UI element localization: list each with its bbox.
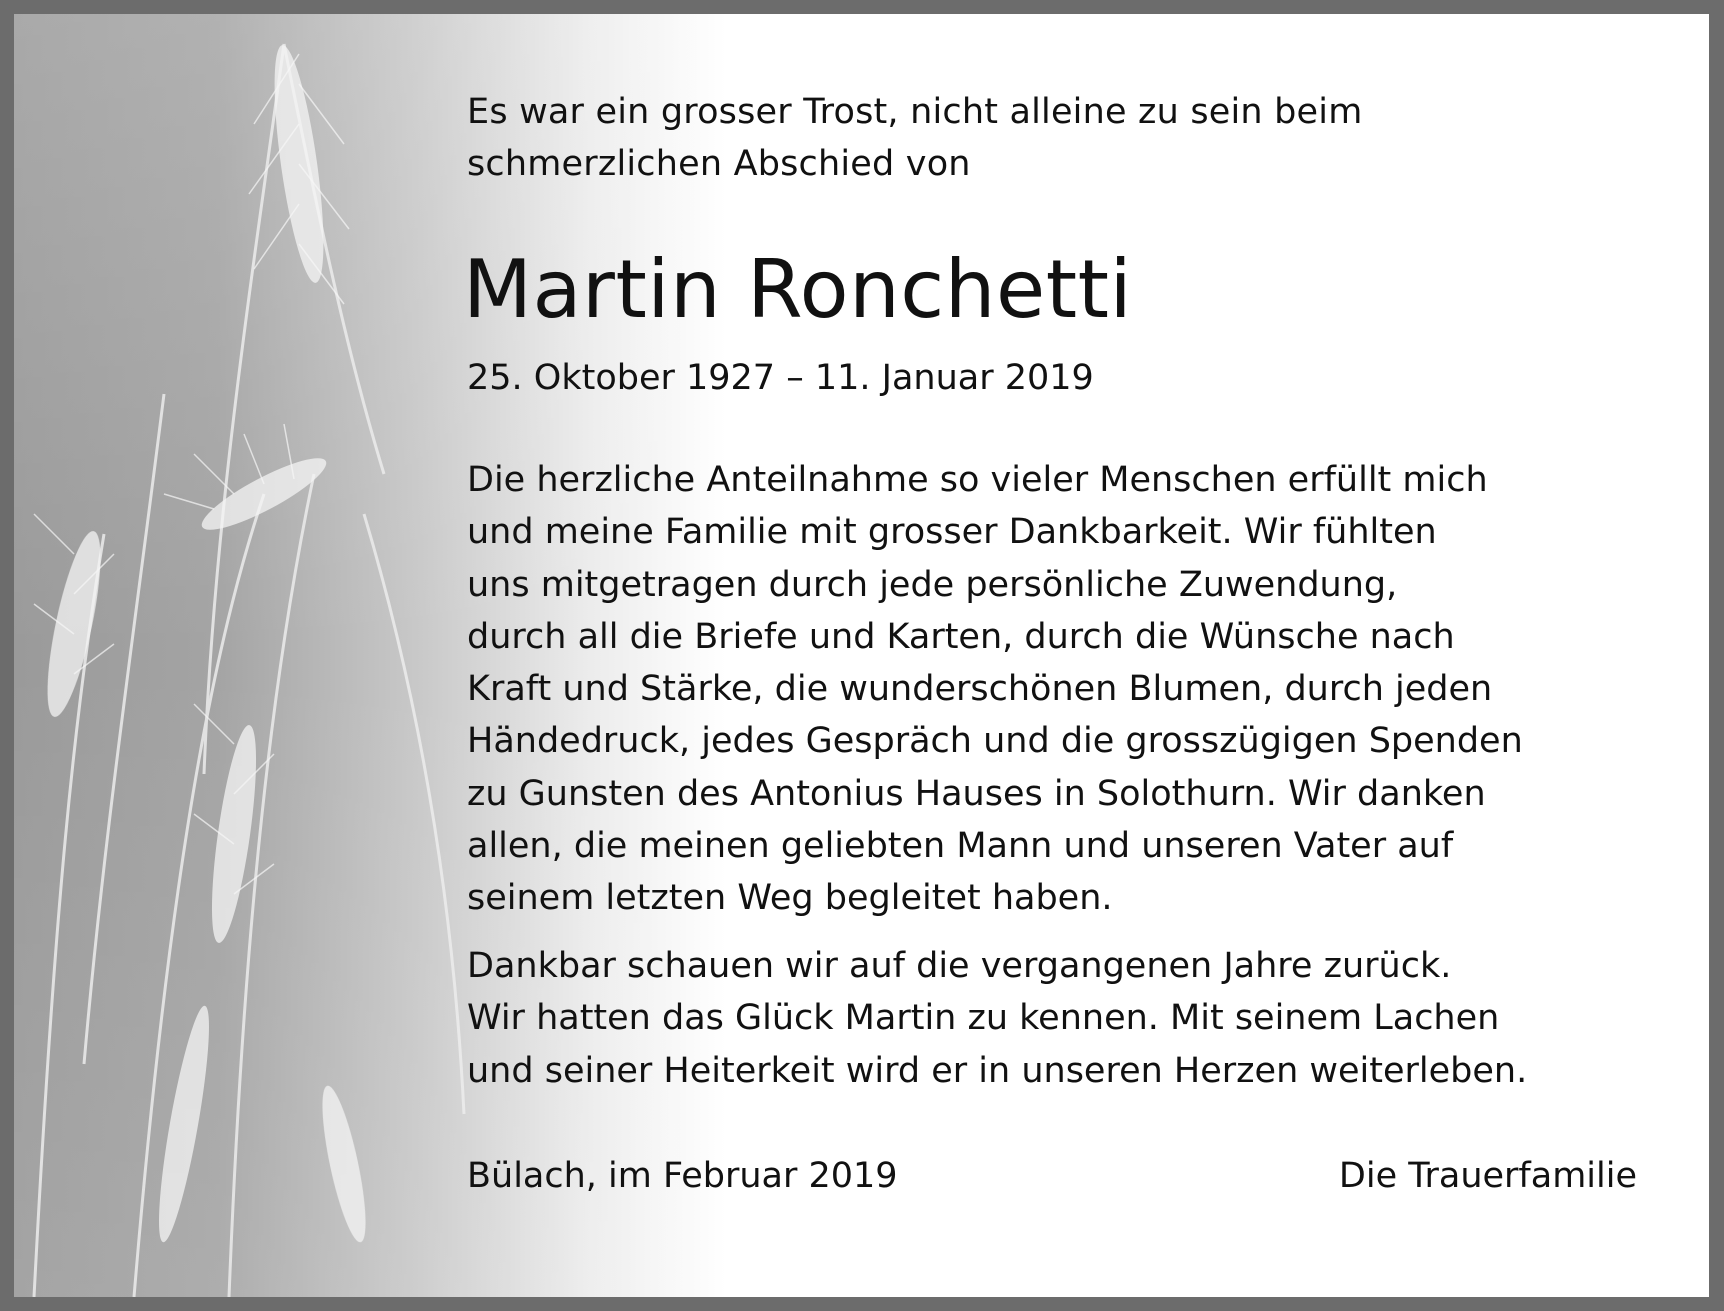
obituary-notice: [14, 14, 1709, 1297]
memory-paragraph: Dankbar schauen wir auf die vergangenen Jahre zurück. Wir hatten das Glück Martin zu kennen. Mit seinem Lachen und seiner Heiterkeit wird er in unseren Herzen weiterleben.: [467, 946, 1528, 1091]
signature: Die Trauerfamilie: [1338, 1156, 1637, 1196]
deceased-name: Martin Ronchetti: [463, 243, 1133, 336]
intro-text: Es war ein grosser Trost, nicht alleine zu sein beim schmerzlichen Abschied von: [467, 92, 1363, 184]
life-dates: 25. Oktober 1927 – 11. Januar 2019: [467, 358, 1094, 398]
place-and-date: Bülach, im Februar 2019: [467, 1156, 898, 1196]
thanks-paragraph: Die herzliche Anteilnahme so vieler Menschen erfüllt mich und meine Familie mit grosser Dankbarkeit. Wir fühlten uns mitgetragen durch jede persönliche Zuwendung, durch all die Briefe und Karten, durch die Wünsche nach Kraft und Stärke, die wunderschönen Blumen, durch jeden Händedruck, jedes Gespräch und die grosszügigen Spenden zu Gunsten des Antonius Hauses in Solothurn. Wir danken allen, die meinen geliebten Mann und unseren Vater auf seinem letzten Weg begleitet haben.: [467, 460, 1523, 919]
